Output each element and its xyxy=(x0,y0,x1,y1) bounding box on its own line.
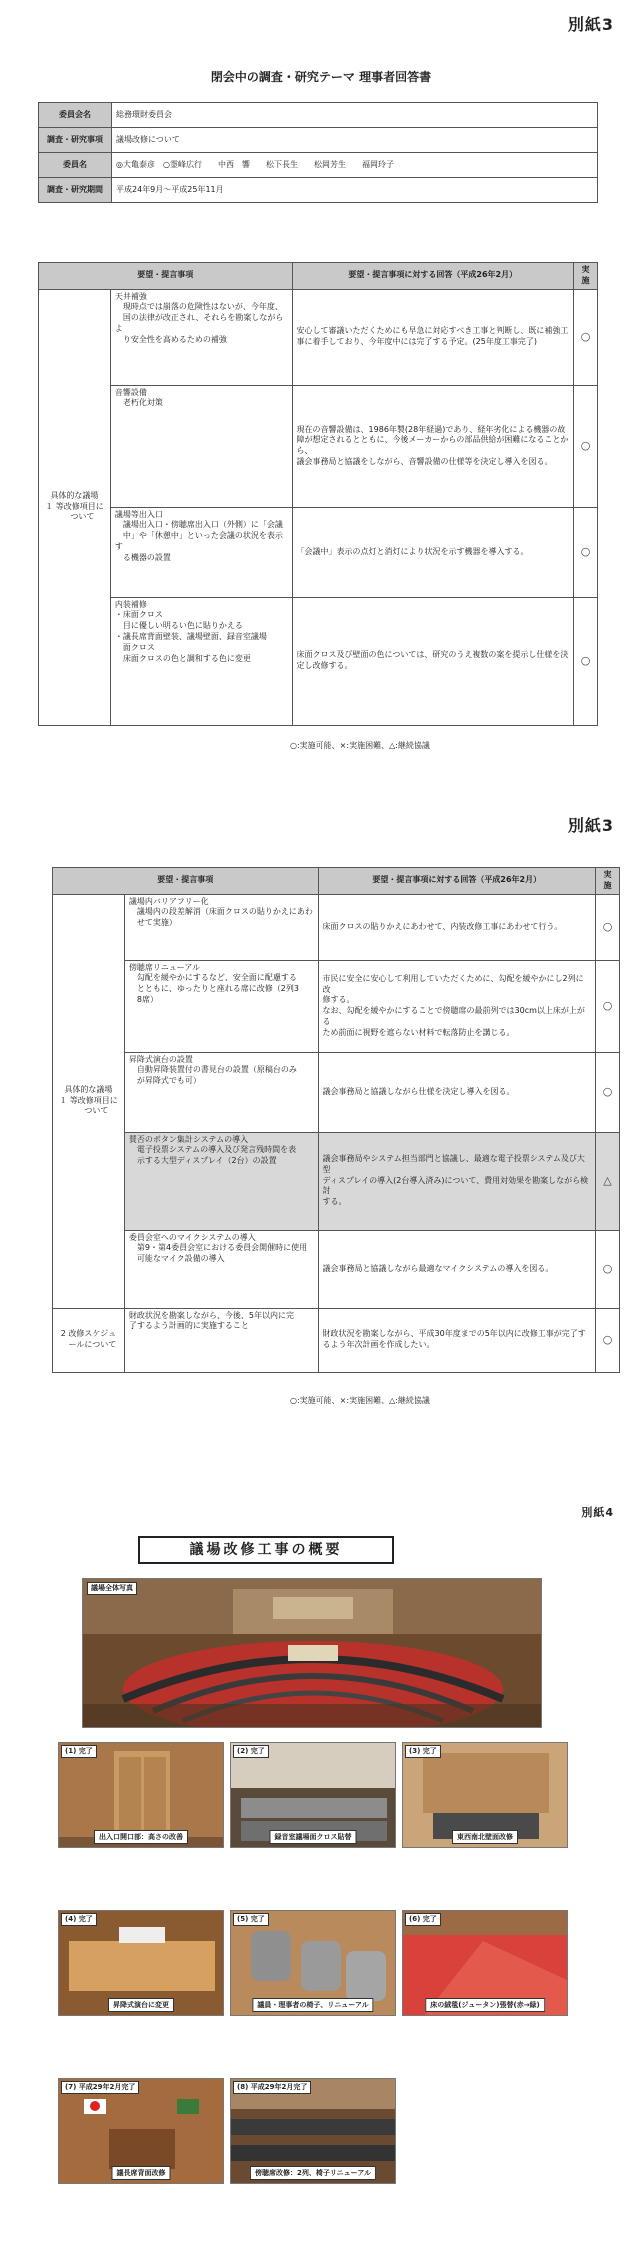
page-3 xyxy=(0,1490,642,2258)
answer-text: 安心して審議いただくためにも早急に対応すべき工事と判断し、既に補強工 事に着手しており、今年度中には完了する予定。(25年度工事完了) xyxy=(292,289,573,385)
header-status: 実施 xyxy=(595,868,619,895)
photo-carpet xyxy=(402,1910,568,2016)
page-1 xyxy=(0,0,642,770)
status-mark: ○ xyxy=(573,507,597,597)
page-2 xyxy=(0,805,642,1445)
request-item: 賛否のボタン集計システムの導入 電子投票システムの導入及び発言残時間を表 示する大型ディスプレイ（2台）の設置 xyxy=(124,1132,318,1230)
document-title: 閉会中の調査・研究テーマ 理事者回答書 xyxy=(210,70,432,84)
request-item: 音響設備 老朽化対策 xyxy=(110,385,292,507)
header-request: 要望・提言事項 xyxy=(39,263,293,290)
legend-1: ○:実施可能、×:実施困難、△:継続協議 xyxy=(290,741,430,750)
status-mark: ○ xyxy=(595,1052,619,1132)
members-value: ◎大亀泰彦 ○霊峰広行 中西 響 松下長生 松岡芳生 福岡玲子 xyxy=(112,153,598,178)
request-item: 天井補強 現時点では崩落の危険性はないが、今年度、 国の法律が改正され、それらを勘案しながらよ り安全性を高めるための補強 xyxy=(110,289,292,385)
appendix-label: 別紙3 xyxy=(567,816,614,835)
status-mark: ○ xyxy=(573,597,597,725)
chamber-overview-photo xyxy=(82,1578,542,1728)
chamber-panorama-image xyxy=(83,1579,542,1728)
photo-label: 議場全体写真 xyxy=(87,1582,137,1595)
appendix-label: 別紙3 xyxy=(567,15,614,34)
photo-caption: 昇降式演台に変更 xyxy=(108,1998,174,2012)
request-item: 委員会室へのマイクシステムの導入 第9・第4委員会室における委員会開催時に使用 可能なマイク設備の導入 xyxy=(124,1230,318,1308)
status-mark: ○ xyxy=(573,289,597,385)
photo-caption: 出入口開口部：高さの改善 xyxy=(94,1830,188,1844)
photo-caption: 録音室議場面クロス貼替 xyxy=(270,1830,357,1844)
photo-caption: 東西南北壁面改修 xyxy=(452,1830,518,1844)
period-value: 平成24年9月～平成25年11月 xyxy=(112,178,598,203)
photo-tag: (7) 平成29年2月完了 xyxy=(61,2081,139,2094)
header-answer: 要望・提言事項に対する回答（平成26年2月） xyxy=(318,868,595,895)
header-request: 要望・提言事項 xyxy=(53,868,319,895)
photo-caption: 傍聴席改修：2列、椅子リニューアル xyxy=(250,2166,376,2180)
request-item: 傍聴席リニューアル 勾配を緩やかにするなど、安全面に配慮する とともに、ゆったりと座れる席に改修（2列3 8席） xyxy=(124,960,318,1052)
theme-label: 調査・研究事項 xyxy=(39,128,112,153)
photo-tag: (4) 完了 xyxy=(61,1913,97,1926)
request-item: 内装補修 ・床面クロス 目に優しい明るい色に貼りかえる ・議長席背面壁装、議場壁面、録音室議場 面クロス 床面クロスの色と調和する色に変更 xyxy=(110,597,292,725)
answer-text: 市民に安全に安心して利用していただくために、勾配を緩やかにし2列に改 修する。 なお、勾配を緩やかにすることで傍聴席の最前列では30cm以上床が上がる ため前面に視野を遮らない材料で転落防止を講じる。 xyxy=(318,960,595,1052)
answer-text: 議会事務局と協議しながら最適なマイクシステムの導入を図る。 xyxy=(318,1230,595,1308)
photo-tag: (1) 完了 xyxy=(61,1745,97,1758)
status-mark: ○ xyxy=(595,1230,619,1308)
status-mark: ○ xyxy=(595,1308,619,1372)
header-status: 実施 xyxy=(573,263,597,290)
photo-gallery-seats xyxy=(230,2078,396,2184)
request-item: 議場内バリアフリー化 議場内の段差解消（床面クロスの貼りかえにあわ せて実施） xyxy=(124,894,318,960)
theme-value: 議場改修について xyxy=(112,128,598,153)
photo-tag: (8) 平成29年2月完了 xyxy=(233,2081,311,2094)
photo-walls xyxy=(402,1742,568,1848)
answer-text: 財政状況を勘案しながら、平成30年度までの5年以内に改修工事が完了す るよう年次計画を作成したい。 xyxy=(318,1308,595,1372)
answer-text: 議会事務局と協議しながら仕様を決定し導入を図る。 xyxy=(318,1052,595,1132)
overview-title: 議場改修工事の概要 xyxy=(138,1536,394,1564)
info-table xyxy=(38,102,598,203)
photo-tag: (5) 完了 xyxy=(233,1913,269,1926)
answer-text: 床面クロスの貼りかえにあわせて、内装改修工事にあわせて行う。 xyxy=(318,894,595,960)
members-label: 委員名 xyxy=(39,153,112,178)
answer-text: 議会事務局やシステム担当部門と協議し、最適な電子投票システム及び大型 ディスプレイの導入(2台導入済み)について、費用対効果を勘案しながら検討 する。 xyxy=(318,1132,595,1230)
category-2: 2 改修スケジュ ールについて xyxy=(53,1308,125,1372)
header-answer: 要望・提言事項に対する回答（平成26年2月） xyxy=(292,263,573,290)
period-label: 調査・研究期間 xyxy=(39,178,112,203)
category-1: 具体的な議場 １ 等改修項目に ついて xyxy=(53,894,125,1308)
status-mark: ○ xyxy=(595,894,619,960)
photo-caption: 議長席背面改修 xyxy=(112,2166,171,2180)
photo-podium xyxy=(58,1910,224,2016)
answer-text: 「会議中」表示の点灯と消灯により状況を示す機器を導入する。 xyxy=(292,507,573,597)
photo-caption: 議員・理事者の椅子、リニューアル xyxy=(252,1998,373,2012)
request-item: 昇降式演台の設置 自動昇降装置付の書見台の設置（原稿台のみ が昇降式でも可） xyxy=(124,1052,318,1132)
request-table-1 xyxy=(38,262,598,726)
photo-chair-rear xyxy=(58,2078,224,2184)
photo-entrance xyxy=(58,1742,224,1848)
legend-2: ○:実施可能、×:実施困難、△:継続協議 xyxy=(290,1396,430,1405)
photo-tag: (3) 完了 xyxy=(405,1745,441,1758)
committee-label: 委員会名 xyxy=(39,103,112,128)
status-mark: ○ xyxy=(573,385,597,507)
answer-text: 現在の音響設備は、1986年製(28年経過)であり、経年劣化による機器の故 障が想定されるとともに、今後メーカーからの部品供給が困難になることから、 議会事務局と協議をしながら、音響設備の仕様等を決定し導入を図る。 xyxy=(292,385,573,507)
answer-text: 床面クロス及び壁面の色については、研究のうえ複数の案を提示し仕様を決 定し改修する。 xyxy=(292,597,573,725)
status-mark: ○ xyxy=(595,960,619,1052)
photo-tag: (6) 完了 xyxy=(405,1913,441,1926)
photo-recording-room xyxy=(230,1742,396,1848)
photo-tag: (2) 完了 xyxy=(233,1745,269,1758)
photo-caption: 床の絨毯(ジュータン)張替(赤→緑) xyxy=(425,1998,545,2012)
photo-chairs xyxy=(230,1910,396,2016)
request-table-2 xyxy=(52,867,620,1373)
category-1: 具体的な議場 １ 等改修項目に ついて xyxy=(39,289,111,725)
committee-value: 総務環財委員会 xyxy=(112,103,598,128)
status-mark: △ xyxy=(595,1132,619,1230)
appendix-label: 別紙4 xyxy=(581,1506,614,1519)
request-item: 議場等出入口 議場出入口・傍聴席出入口（外側）に「会議 中」や「休憩中」といった会議の状況を表示す る機器の設置 xyxy=(110,507,292,597)
request-item: 財政状況を勘案しながら、今後、5年以内に完 了するよう計画的に実施すること xyxy=(124,1308,318,1372)
